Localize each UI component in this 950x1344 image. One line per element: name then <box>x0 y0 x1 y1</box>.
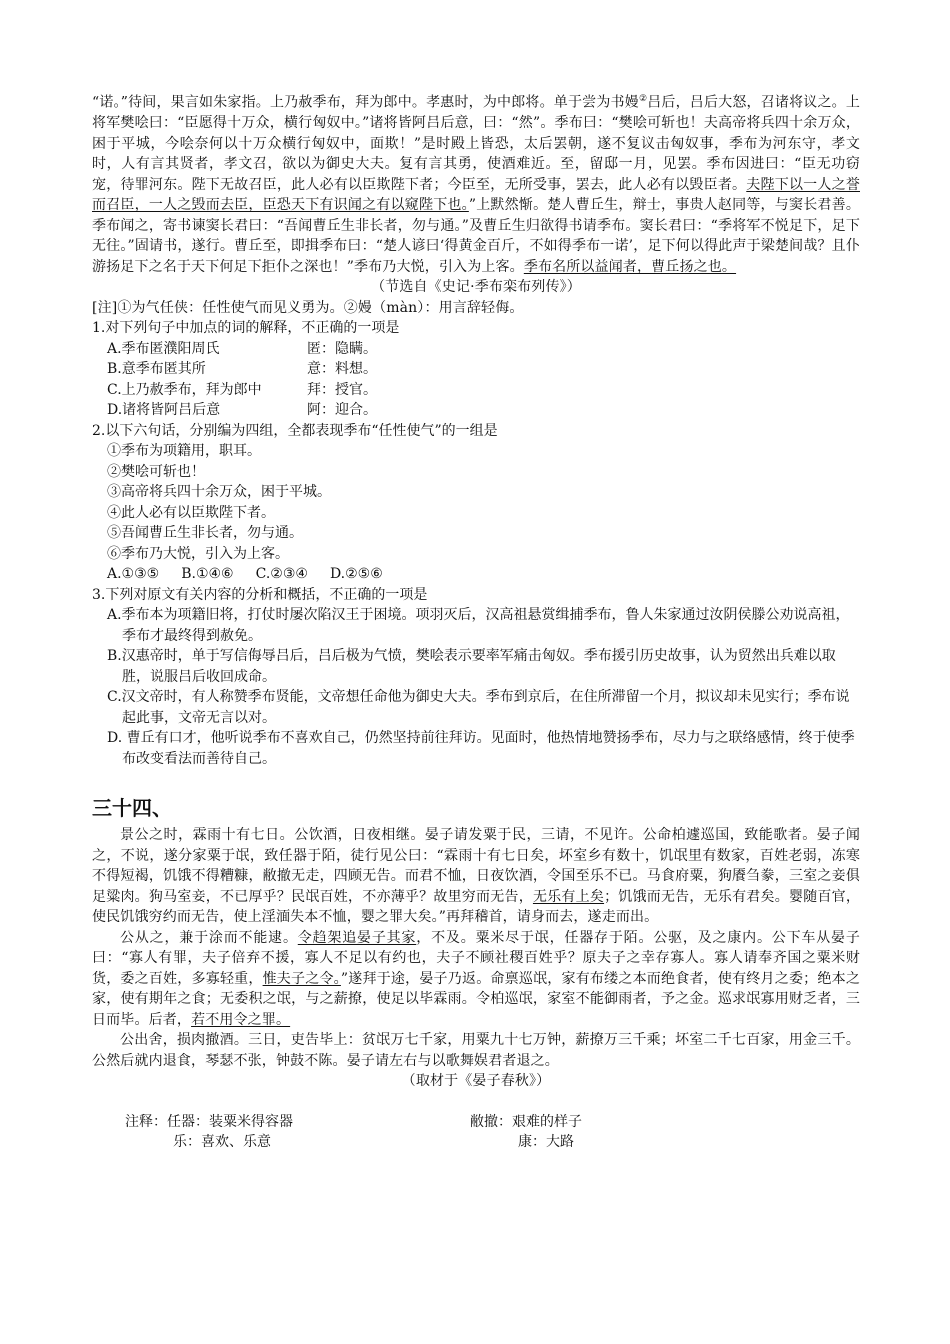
question-2-choices <box>107 564 860 585</box>
question-2-item: ③高帝将兵四十余万众，困于平城。 <box>107 484 331 501</box>
question-3-option: B.汉惠帝时，单于写信侮辱吕后，吕后极为气愤，樊哙表示要率军痛击匈奴。季布援引历史故事，认为贸然出兵难以取胜，说服吕后收回成命。 <box>107 648 836 685</box>
underlined-phrase: 令趋架追晏子其家 <box>297 929 417 946</box>
underlined-sentence-1: 夫陛下以一人之誉而召臣，一人之毁而去臣，臣恐天下有识闻之有以窥陛下也。 <box>92 176 860 214</box>
question-3-option: A.季布本为项籍旧将，打仗时屡次陷汉王于困境。项羽灭后，汉高祖悬赏缉捕季布，鲁人朱家通过汝阴侯滕公劝说高祖，季布才最终得到赦免。 <box>107 607 850 644</box>
footnote-marker: ② <box>638 94 648 104</box>
annotation-item: 敝撤：艰难的样子 <box>470 1113 582 1130</box>
question-2-item: ⑤吾闻曹丘生非长者，勿与通。 <box>107 525 303 542</box>
question-2-stem: 2.以下六句话，分别编为四组，全都表现季布“任性使气”的一组是 <box>92 422 498 439</box>
question-2-item: ④此人必有以臣欺陛下者。 <box>107 504 275 521</box>
passage2-source: （取材于《晏子春秋》） <box>401 1073 551 1090</box>
underlined-phrase: 若不用令之罪。 <box>191 1011 291 1028</box>
passage1-paragraph <box>92 89 860 277</box>
passage1-text-b: 吕后，吕后大怒，召诸将议之。上将军樊哙曰：“臣愿得十万众，横行匈奴中。”诸将皆阿吕后意，曰：“然”。季布曰：“樊哙可斩也！夫高帝将兵四十余万众，困于平城，今哙奈何以十万众横行匈奴中，面欺！”是时殿上皆恐，太后罢朝，遂不复议击匈奴事，季布为河东守，孝文时，人有言其贤者，孝文召，欲以为御史大夫。复有言其勇，使酒难近。至，留邸一月，见罢。季布因进曰：“臣无功窃宠，待罪河东。陛下无故召臣，此人必有以臣欺陛下者；今臣至，无所受事，罢去，此人必有以毁臣者。 <box>92 94 861 193</box>
passage2-paragraph-1: 景公之时，霖雨十有七日。公饮酒，日夜相继。晏子请发粟于民，三请，不见许。公命柏遽巡国，致能歌者。晏子闻之，不说，遂分家粟于氓，致任器于陌，徒行见公曰：“霖雨十有七日矣，坏室乡有数十，饥氓里有数家，百姓老弱，冻寒不得短褐，饥饿不得糟糠，敝撤无走，四顾无告。而君不恤，日夜饮酒，令国至乐不已。马食府粟，狗餍刍豢，三室之妾俱足粱肉。狗马室妾，不已厚乎？民氓百姓，不亦薄乎？故里穷而无告，无乐有上矣；饥饿而无告，无乐有君矣。婴随百官，使民饥饿穷约而无告，使上淫湎失本不恤，婴之罪大矣。”再拜稽首，请身而去，遂走而出。 <box>92 827 861 926</box>
question-3-option: C.汉文帝时，有人称赞季布贤能，文帝想任命他为御史大夫。季布到京后，在住所滞留一个月，拟议却未见实行；季布说起此事，文帝无言以对。 <box>107 689 850 726</box>
choice-d: D.②⑤⑥ <box>329 566 383 583</box>
annotation-item: 乐：喜欢、乐意 <box>173 1134 271 1151</box>
annotations-label: 注释： <box>125 1113 167 1130</box>
choice-a: A.①③⑤ <box>107 566 160 583</box>
annotations <box>92 1112 860 1153</box>
annotation-item: 康：大路 <box>518 1134 574 1151</box>
passage1-source: （节选自《史记·季布栾布列传》） <box>371 279 581 296</box>
question-1-stem: 1.对下列句子中加点的词的解释，不正确的一项是 <box>92 320 400 337</box>
section-heading: 三十四、 <box>92 796 172 821</box>
question-2-item: ⑥季布乃大悦，引入为上客。 <box>107 545 289 562</box>
passage2-paragraph-2: 公从之，兼于涂而不能逮。令趋架追晏子其家，不及。粟米尽于氓，任器存于陌。公驱，及之康内。公下车从晏子曰：“寡人有罪，夫子倍弃不援，寡人不足以有约也，夫子不顾社稷百姓乎？原夫子之幸存寡人。寡人请奉齐国之粟米财货，委之百姓，多寡轻重，惟夫子之令。”遂拜于途，晏子乃返。命禀巡氓，家有布缕之本而绝食者，使有终月之委；绝本之家，使有期年之食；无委积之氓，与之薪撩，使足以毕霖雨。令柏巡氓，家室不能御雨者，予之金。巡求氓寡用财乏者，三日而毕。后者，若不用令之罪。 <box>92 929 861 1028</box>
passage1-text-c: ”上默然惭。楚人曹丘生，辩士，事贵人赵同等，与窦长君善。季布闻之，寄书谏窦长君曰：“吾闻曹丘生非长者，勿与通。”及曹丘生归欲得书请季布。窦长君曰：“季将军不悦足下，足下无往。”固请书，遂行。曹丘至，即揖季布曰：“楚人谚曰‘得黄金百斤，不如得季布一诺’，足下何以得此声于梁楚间哉？且仆游扬足下之名于天下何足下拒仆之深也！”季布乃大悦，引入为上客。 <box>92 197 860 275</box>
question-1-option: A.季布匿濮阳周氏 匿：隐瞒。 <box>107 340 377 357</box>
choice-b: B.①④⑥ <box>181 566 234 583</box>
question-3-option: D. 曹丘有口才，他听说季布不喜欢自己，仍然坚持前往拜访。见面时，他热情地赞扬季布，尽力与之联络感情，终于使季布改变看法而善待自己。 <box>107 730 855 767</box>
question-1-option: B.意季布匿其所 意：料想。 <box>107 361 377 378</box>
passage1-text-a: “诺。”待间，果言如朱家指。上乃赦季布，拜为郎中。孝惠时，为中郎将。单于尝为书嫚 <box>92 94 639 111</box>
question-2-item: ①季布为项籍用，职耳。 <box>107 443 261 460</box>
document-page <box>92 89 860 1153</box>
question-1-option: C.上乃赦季布，拜为郎中 拜：授官。 <box>107 381 377 398</box>
annotation-item: 任器：装粟米得容器 <box>167 1113 293 1130</box>
underlined-sentence-2: 季布名所以益闻者，曹丘扬之也。 <box>523 258 737 275</box>
underlined-phrase: 无乐有上矣 <box>532 888 605 905</box>
passage2-paragraph-3: 公出舍，损肉撤酒。三日，吏告毕上：贫氓万七千家，用粟九十七万钟，薪撩万三千乘；坏室二千七百家，用金三千。公然后就内退食，琴瑟不张，钟鼓不陈。晏子请左右与以歌舞娱君者退之。 <box>92 1032 860 1069</box>
choice-c: C.②③④ <box>255 566 308 583</box>
question-2-item: ②樊哙可斩也！ <box>107 463 205 480</box>
question-1-option: D.诸将皆阿吕后意 阿：迎合。 <box>107 402 377 419</box>
question-3-stem: 3.下列对原文有关内容的分析和概括，不正确的一项是 <box>92 586 428 603</box>
underlined-phrase: 惟夫子之令。 <box>262 970 341 987</box>
passage1-note: [注]①为气任侠：任性使气而见义勇为。②嫚（màn）：用言辞轻侮。 <box>92 299 524 316</box>
